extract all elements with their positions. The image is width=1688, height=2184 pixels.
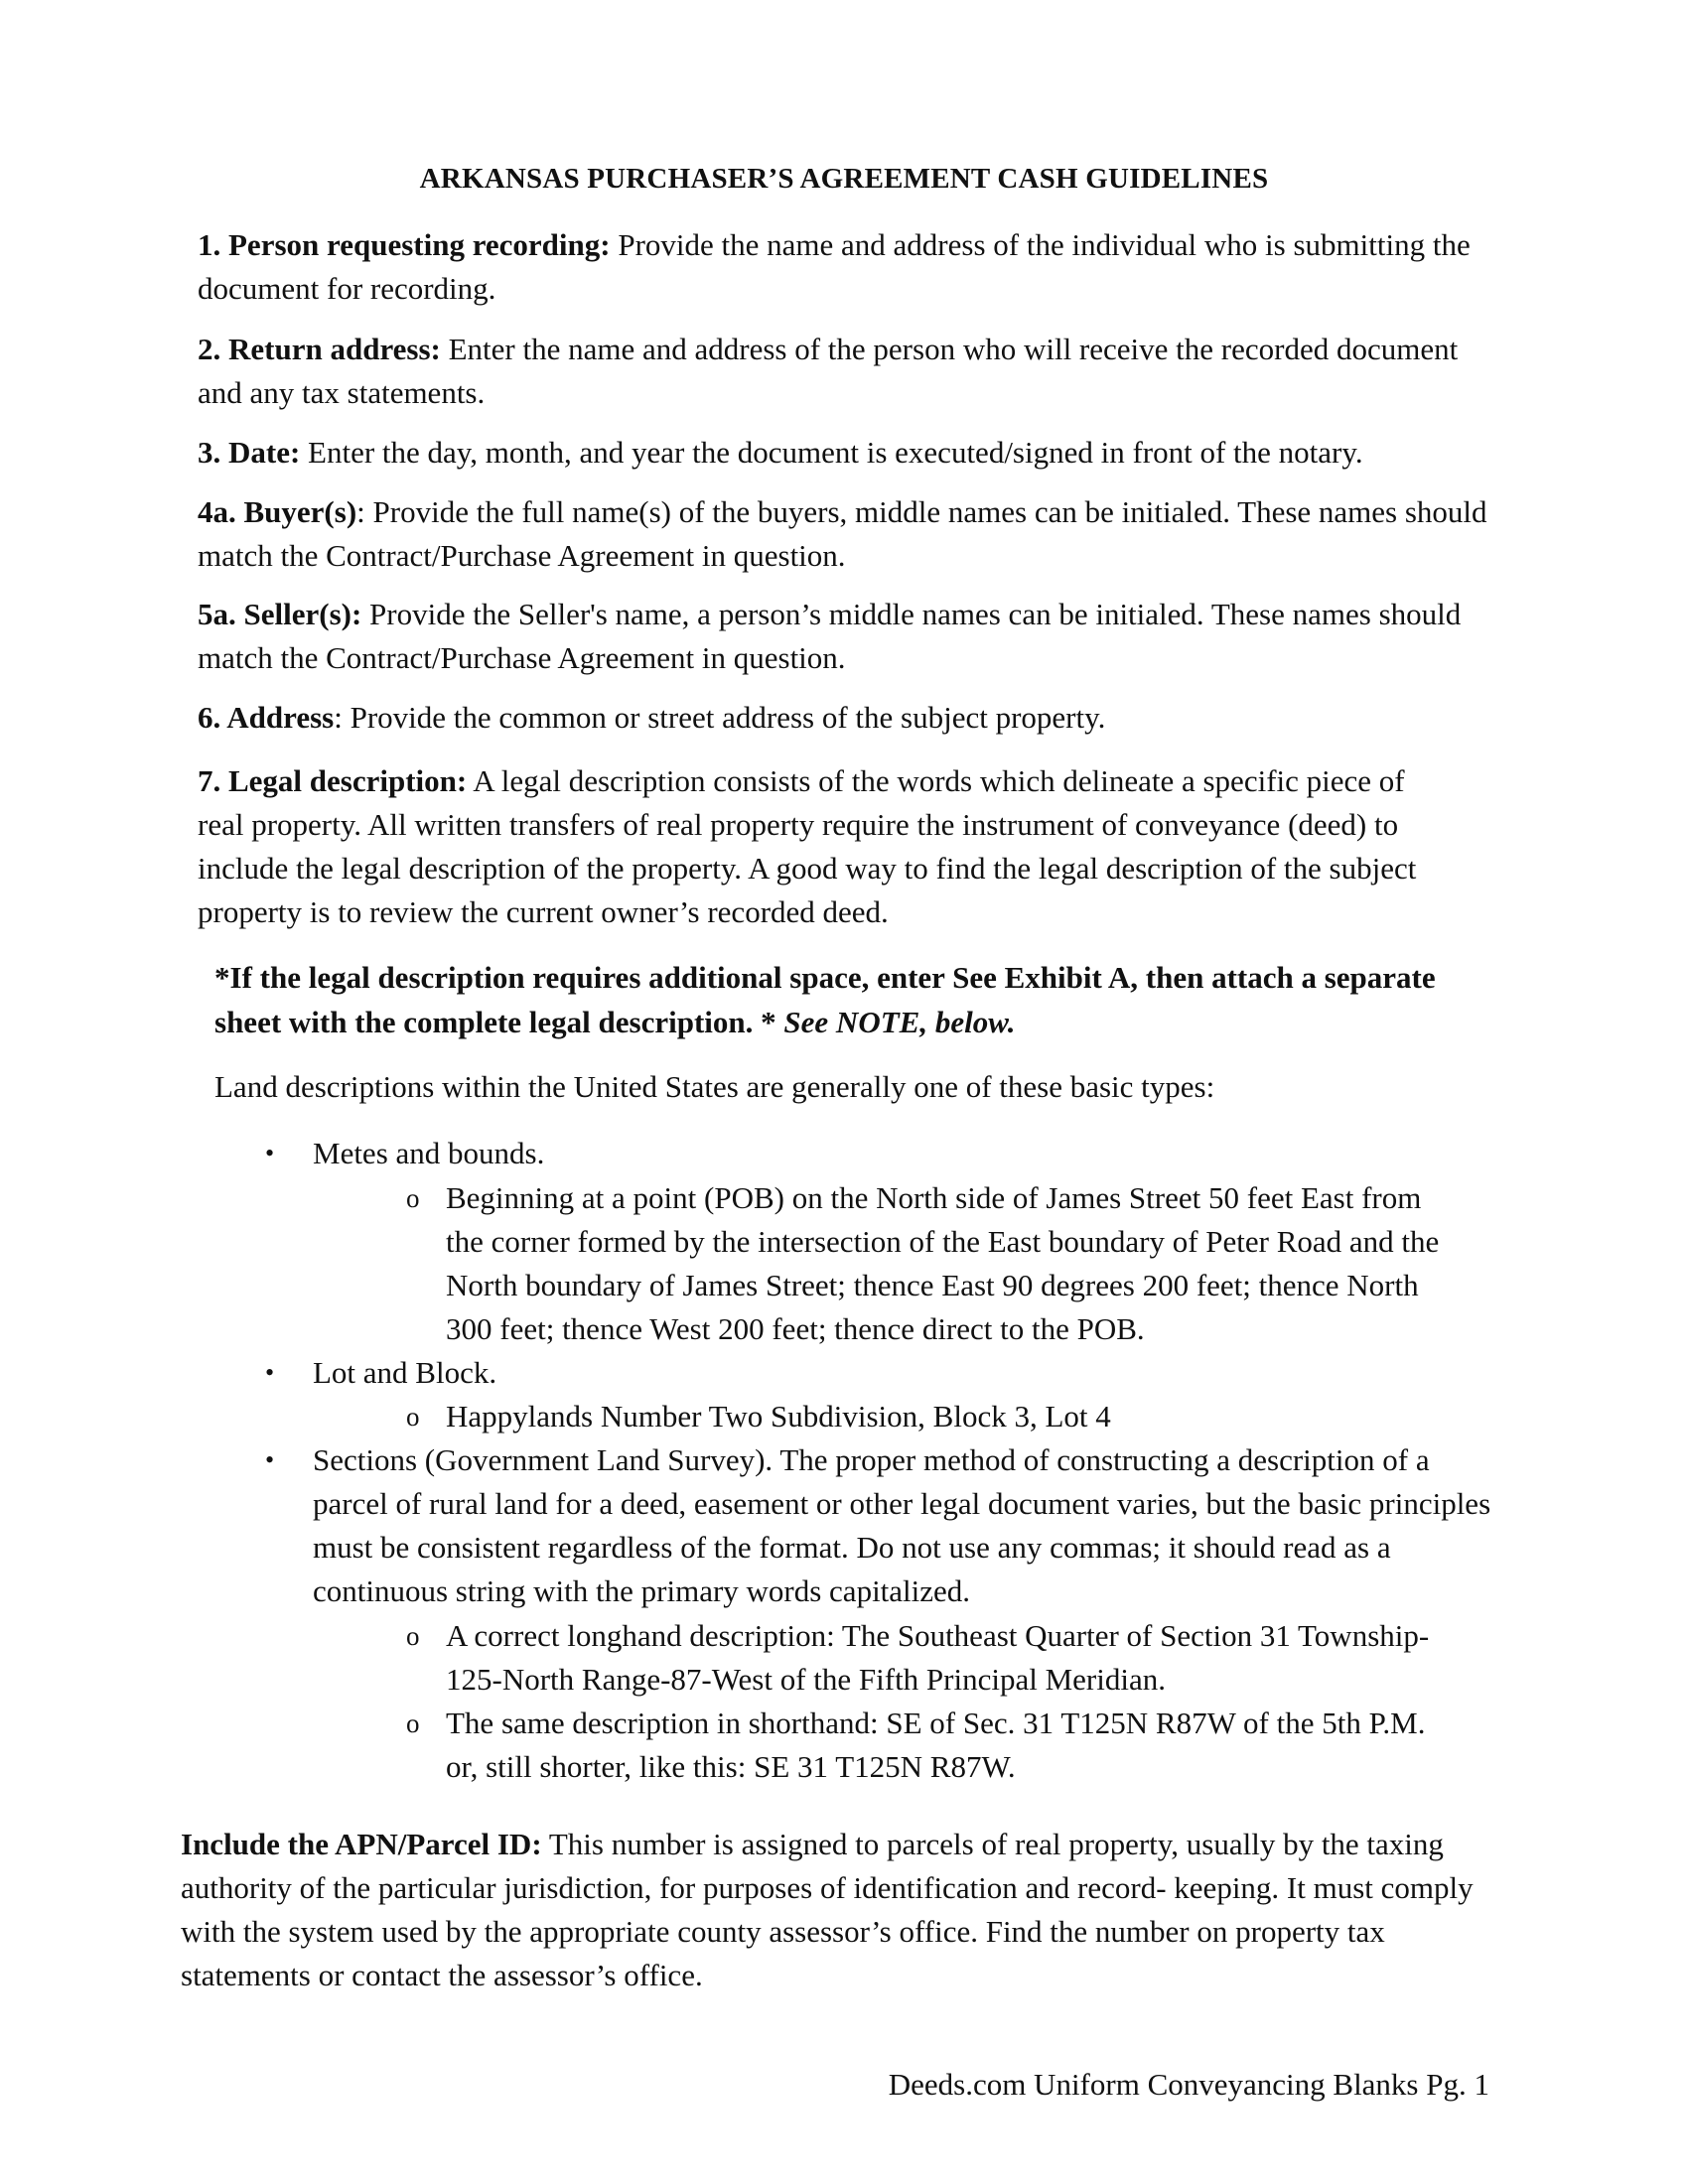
item-text: Provide the name and address of the individual who is submitting the document for recording. (198, 227, 1471, 306)
note-bold-text: *If the legal description requires additional space, enter See Exhibit A, then attach a separate sheet with the complete legal description. * (214, 960, 1436, 1039)
item-text: : Provide the full name(s) of the buyers, middle names can be initialed. These names should match the Contract/Purchase Agreement in question. (198, 494, 1487, 573)
sub-marker: o (406, 1402, 420, 1432)
apn-text: This number is assigned to parcels of real property, usually by the taxing authority of the particular jurisdiction, for purposes of identification and record- keeping. It must comply with the system used by the appropriate county assessor’s office. Find the number on property tax statements or contact the assessor’s office. (181, 1827, 1474, 1992)
apn-parcel-id (181, 1823, 1501, 1997)
sub-longhand-example: A correct longhand description: The Southeast Quarter of Section 31 Township-125-North Range-87-West of the Fifth Principal Meridian. (446, 1618, 1430, 1697)
item-label: 4a. Buyer(s) (198, 494, 357, 529)
sub-marker: o (406, 1621, 420, 1651)
item-text: A legal description consists of the words which delineate a specific piece of real property. All written transfers of real property require the instrument of conveyance (deed) to include the legal description of the property. A good way to find the legal description of the subject property is to review the current owner’s recorded deed. (198, 763, 1417, 929)
item-text: Enter the day, month, and year the document is executed/signed in front of the notary. (300, 435, 1363, 470)
item-address (198, 696, 1508, 740)
bullet-marker: • (265, 1139, 275, 1167)
page-footer: Deeds.com Uniform Conveyancing Blanks Pg. 1 (888, 2067, 1489, 2102)
item-date (198, 431, 1508, 475)
item-label: 2. Return address: (198, 332, 441, 366)
item-person-requesting (198, 223, 1508, 311)
bullet-metes-and-bounds: Metes and bounds. (313, 1136, 545, 1170)
item-text: Enter the name and address of the person who will receive the recorded document and any tax statements. (198, 332, 1459, 410)
item-label: 3. Date: (198, 435, 301, 470)
sub-shorthand-example: The same description in shorthand: SE of Sec. 31 T125N R87W of the 5th P.M. or, still shorter, like this: SE 31 T125N R87W. (446, 1706, 1426, 1784)
item-sellers (198, 593, 1508, 680)
item-label: 6. Address (198, 700, 335, 735)
sub-metes-example: Beginning at a point (POB) on the North side of James Street 50 feet East from the corner formed by the intersection of the East boundary of Peter Road and the North boundary of James Street; thence East 90 degrees 200 feet; thence North 300 feet; thence West 200 feet; thence direct to the POB. (446, 1180, 1440, 1346)
bullet-marker: • (265, 1445, 275, 1474)
apn-label: Include the APN/Parcel ID: (181, 1827, 542, 1861)
sub-marker: o (406, 1183, 420, 1213)
sub-lot-example: Happylands Number Two Subdivision, Block 3, Lot 4 (446, 1399, 1111, 1433)
sub-marker: o (406, 1708, 420, 1738)
item-text: : Provide the common or street address of the subject property. (334, 700, 1106, 735)
item-buyers (198, 490, 1508, 578)
item-label: 5a. Seller(s): (198, 597, 362, 631)
bullet-sections: Sections (Government Land Survey). The proper method of constructing a description of a parcel of rural land for a deed, easement or other legal document varies, but the basic principles must be consistent regardless of the format. Do not use any commas; it should read as a continuous string with the primary words capitalized. (313, 1442, 1491, 1608)
item-return-address (198, 328, 1508, 415)
legal-description-note (214, 955, 1456, 1044)
item-label: 1. Person requesting recording: (198, 227, 611, 262)
note-italic-text: See NOTE, below. (783, 1005, 1016, 1039)
item-text: Provide the Seller's name, a person’s middle names can be initialed. These names should match the Contract/Purchase Agreement in question. (198, 597, 1462, 675)
land-intro: Land descriptions within the United States are generally one of these basic types: (214, 1069, 1215, 1104)
bullet-marker: • (265, 1358, 275, 1387)
item-legal-description (198, 759, 1419, 934)
page-title: ARKANSAS PURCHASER’S AGREEMENT CASH GUIDELINES (419, 163, 1269, 195)
item-label: 7. Legal description: (198, 763, 468, 798)
bullet-lot-and-block: Lot and Block. (313, 1355, 497, 1390)
